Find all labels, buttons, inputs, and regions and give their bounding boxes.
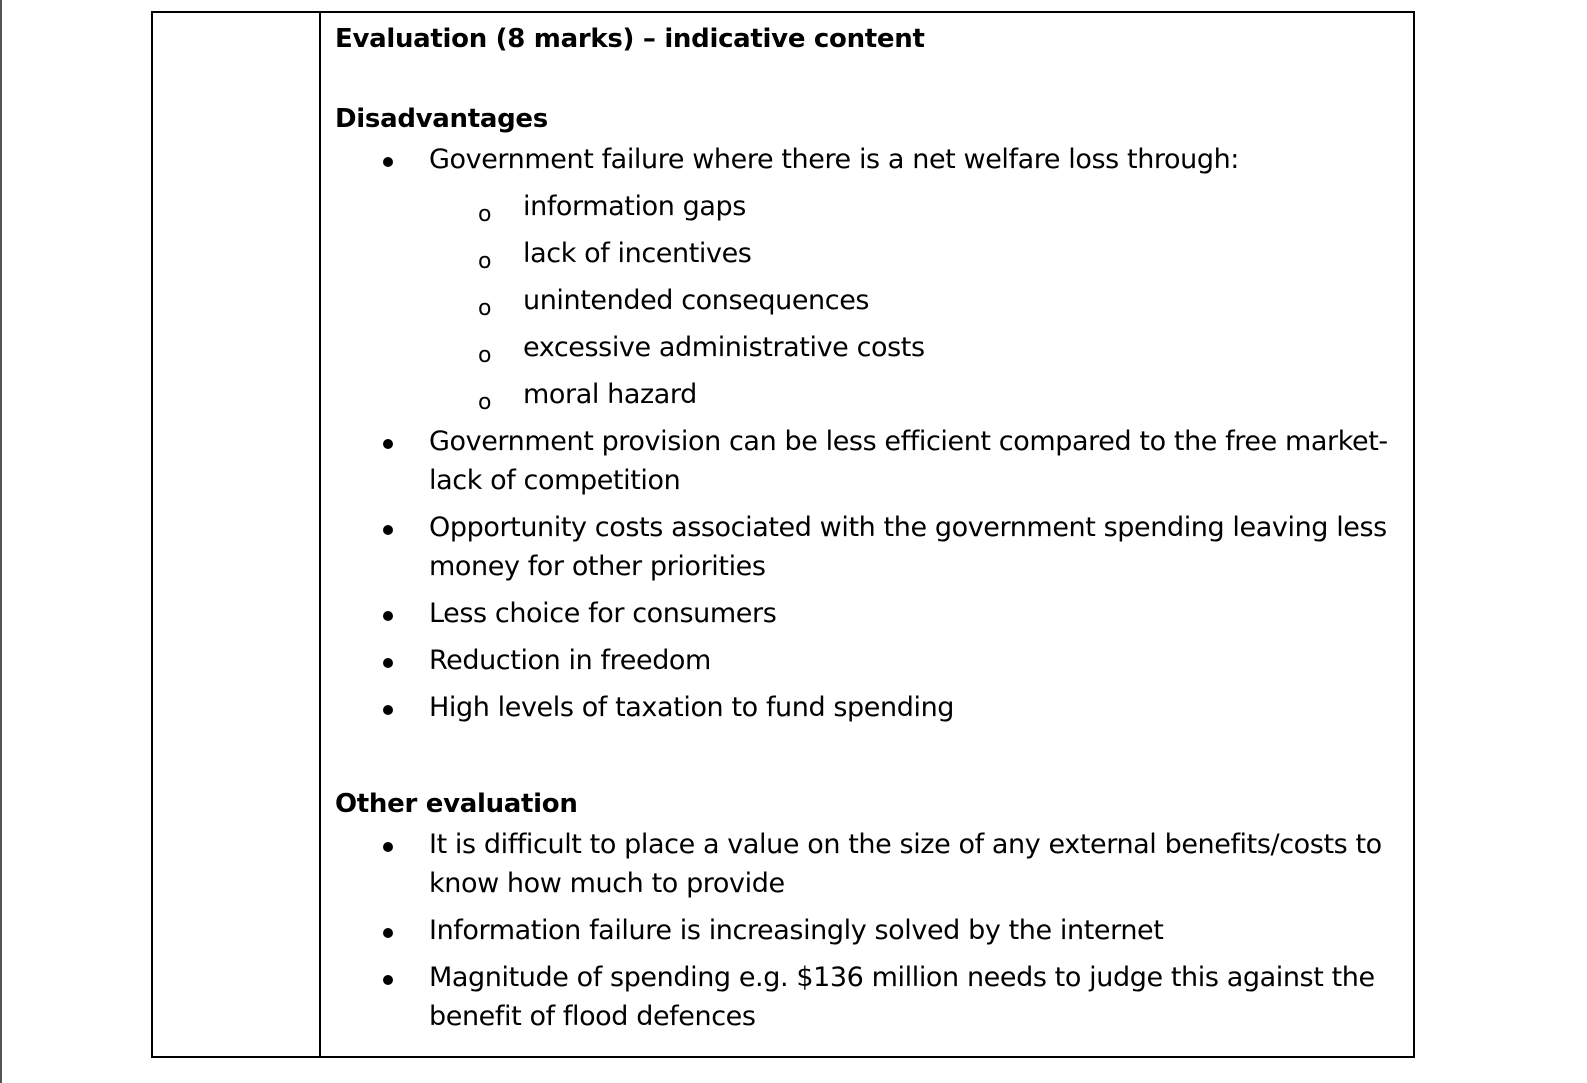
list-item [335,641,1399,680]
list-item-text: Reduction in freedom [429,645,711,676]
disadvantages-list [335,140,1399,727]
bullet-icon [383,928,393,938]
bullet-icon [383,157,393,167]
page-left-border [0,0,2,1083]
list-item [335,688,1399,727]
list-item [335,140,1399,414]
list-item-text: Government provision can be less efficient compared to the free market- lack of competition [429,426,1388,496]
bullet-icon [383,658,393,668]
list-item [335,958,1399,1036]
other-evaluation-list [335,825,1399,1036]
hollow-bullet-icon: o [478,202,492,227]
list-item-text: High levels of taxation to fund spending [429,692,955,723]
sub-list-item [429,328,1399,367]
sub-list-item-text: lack of incentives [523,238,752,269]
bullet-icon [383,705,393,715]
list-item [335,508,1399,586]
bullet-icon [383,525,393,535]
list-item-text: Less choice for consumers [429,598,777,629]
list-item-text: Information failure is increasingly solved by the internet [429,915,1164,946]
sub-list-item-text: information gaps [523,191,746,222]
sub-list-item-text: excessive administrative costs [523,332,925,363]
disadvantages-heading: Disadvantages [335,104,548,134]
table-left-column [153,13,321,1056]
other-evaluation-heading: Other evaluation [335,789,578,819]
hollow-bullet-icon: o [478,343,492,368]
list-item [335,911,1399,950]
evaluation-heading: Evaluation (8 marks) – indicative content [335,24,925,54]
sub-list-item [429,281,1399,320]
sub-list-item-text: unintended consequences [523,285,870,316]
hollow-bullet-icon: o [478,296,492,321]
hollow-bullet-icon: o [478,249,492,274]
sub-list-item-text: moral hazard [523,379,697,410]
list-item [335,825,1399,903]
list-item-text: Opportunity costs associated with the government spending leaving less money for other priorities [429,512,1387,582]
government-failure-sublist [429,187,1399,414]
bullet-icon [383,439,393,449]
list-item [335,422,1399,500]
hollow-bullet-icon: o [478,390,492,415]
bullet-icon [383,611,393,621]
list-item-text: Government failure where there is a net welfare loss through: [429,144,1239,175]
table-content-cell [321,13,1413,1056]
list-item-text: It is difficult to place a value on the size of any external benefits/costs to know how much to provide [429,829,1382,899]
sub-list-item [429,187,1399,226]
list-item [335,594,1399,633]
sub-list-item [429,234,1399,273]
sub-list-item [429,375,1399,414]
bullet-icon [383,975,393,985]
mark-scheme-table [151,11,1415,1058]
list-item-text: Magnitude of spending e.g. $136 million needs to judge this against the benefit of flood defences [429,962,1375,1032]
bullet-icon [383,842,393,852]
